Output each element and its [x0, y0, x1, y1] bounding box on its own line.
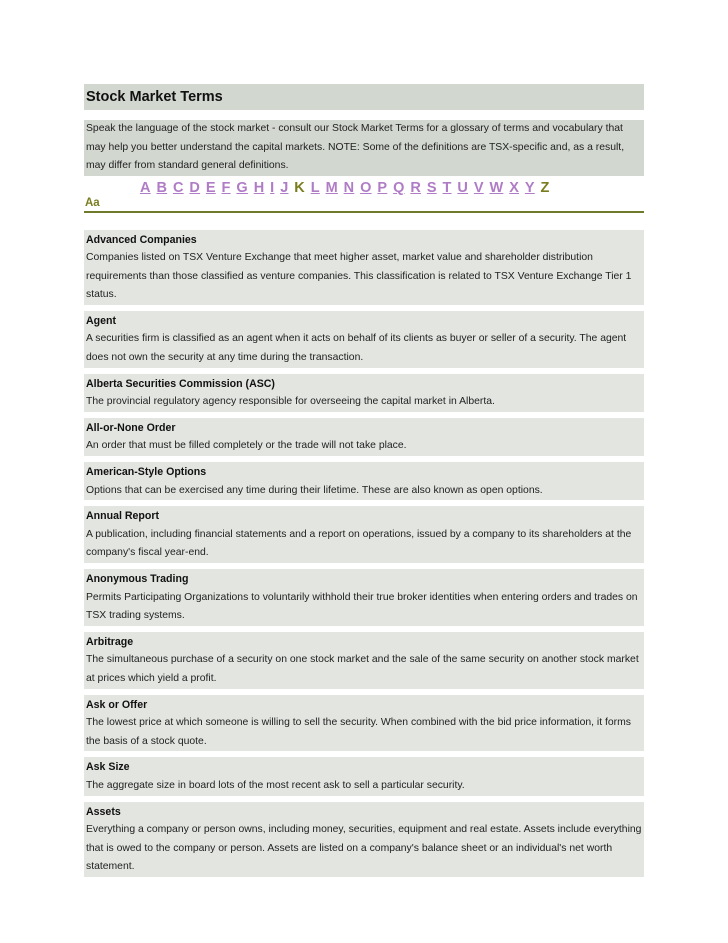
alphabet-letter-b[interactable]: B	[156, 179, 168, 196]
glossary-entry	[84, 757, 644, 795]
entry-term: All-or-None Order	[86, 421, 176, 434]
alphabet-letter-k: K	[294, 179, 305, 196]
entry-definition: A publication, including financial statements and a report on operations, issued by a company to its shareholders at the company's fiscal year-end.	[86, 528, 632, 559]
alphabet-letter-e[interactable]: E	[205, 179, 216, 196]
alphabet-letter-s[interactable]: S	[426, 179, 437, 196]
entry-term: Advanced Companies	[86, 233, 197, 246]
alphabet-letter-w[interactable]: W	[489, 179, 504, 196]
entry-definition: The provincial regulatory agency responsible for overseeing the capital market in Alberta.	[86, 396, 495, 408]
section-heading: Aa	[84, 192, 644, 213]
entry-definition: The simultaneous purchase of a security on one stock market and the sale of the same security on another stock market at prices which yield a profit.	[86, 654, 639, 684]
entry-definition: Options that can be exercised any time during their lifetime. These are also known as open options.	[86, 484, 543, 496]
alphabet-letter-i[interactable]: I	[270, 179, 275, 196]
entry-definition: Everything a company or person owns, including money, securities, equipment and real estate. Assets include everything that is owed to the company or person. Assets are listed on a company's balance sheet or an individual's net worth statement.	[86, 824, 642, 873]
intro-paragraph: Speak the language of the stock market - consult our Stock Market Terms for a glossary of terms and vocabulary that may help you better understand the capital markets. NOTE: Some of the definitions are TSX-specific and, as a result, may differ from standard general definitions.	[84, 120, 644, 176]
entry-term: Agent	[86, 314, 117, 327]
entry-definition: The lowest price at which someone is willing to sell the security. When combined with the bid price information, it forms the basis of a stock quote.	[86, 717, 631, 747]
glossary-entry	[84, 374, 644, 412]
entry-term: Anonymous Trading	[86, 573, 189, 585]
glossary-entry	[84, 569, 644, 626]
alphabet-letter-q[interactable]: Q	[393, 179, 405, 196]
glossary-entry	[84, 230, 644, 305]
entry-definition: An order that must be filled completely or the trade will not take place.	[86, 440, 407, 452]
entry-term: Assets	[86, 805, 121, 818]
glossary-page	[84, 84, 644, 877]
alphabet-letter-d[interactable]: D	[189, 179, 201, 196]
alphabet-letter-z: Z	[540, 179, 550, 196]
entry-term: Ask or Offer	[86, 698, 148, 711]
glossary-entry	[84, 632, 644, 689]
alphabet-letter-m[interactable]: M	[325, 179, 338, 196]
alphabet-letter-r[interactable]: R	[410, 179, 422, 196]
alphabet-letter-h[interactable]: H	[253, 179, 265, 196]
alphabet-letter-f[interactable]: F	[221, 179, 231, 196]
glossary-entry	[84, 695, 644, 752]
alphabet-letter-x[interactable]: X	[509, 179, 520, 196]
alphabet-letter-a[interactable]: A	[140, 179, 151, 196]
entry-definition: Companies listed on TSX Venture Exchange that meet higher asset, market value and shareholder distribution requirements than those classified as venture companies. This classification is related to TSX Venture Exchange Tier 1 status.	[86, 252, 632, 301]
entry-term: Annual Report	[86, 510, 159, 523]
entry-term: American-Style Options	[86, 466, 207, 479]
glossary-entry	[84, 802, 644, 877]
alphabet-nav	[140, 180, 555, 196]
glossary-entry	[84, 506, 644, 563]
alphabet-letter-u[interactable]: U	[457, 179, 469, 196]
alphabet-letter-v[interactable]: V	[473, 179, 484, 196]
alphabet-letter-n[interactable]: N	[343, 179, 355, 196]
title-bar	[84, 84, 644, 110]
entry-definition: The aggregate size in board lots of the most recent ask to sell a particular security.	[86, 779, 465, 791]
glossary-entry	[84, 462, 644, 500]
glossary-entry	[84, 418, 644, 456]
entry-term: Alberta Securities Commission (ASC)	[86, 377, 275, 390]
entry-definition: A securities firm is classified as an agent when it acts on behalf of its clients as buyer or seller of a security. The agent does not own the security at any time during the transaction.	[86, 333, 627, 364]
alphabet-section	[84, 181, 644, 219]
alphabet-letter-p[interactable]: P	[377, 179, 388, 196]
alphabet-letter-g[interactable]: G	[236, 179, 248, 196]
page-title: Stock Market Terms	[86, 89, 223, 105]
alphabet-letter-j[interactable]: J	[280, 179, 289, 196]
entry-term: Ask Size	[86, 761, 130, 774]
glossary-list	[84, 230, 644, 877]
alphabet-letter-l[interactable]: L	[310, 179, 320, 196]
entry-term: Arbitrage	[86, 635, 134, 648]
alphabet-letter-t[interactable]: T	[442, 179, 452, 196]
glossary-entry	[84, 311, 644, 368]
alphabet-letter-o[interactable]: O	[360, 179, 372, 196]
alphabet-letter-c[interactable]: C	[172, 179, 184, 196]
entry-definition: Permits Participating Organizations to voluntarily withhold their true broker identities when entering orders and trades on TSX trading systems.	[86, 591, 638, 622]
alphabet-letter-y[interactable]: Y	[524, 179, 535, 196]
